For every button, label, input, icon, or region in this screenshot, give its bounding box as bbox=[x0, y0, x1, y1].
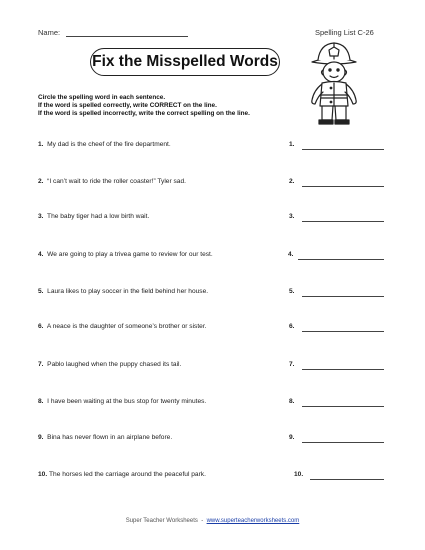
sentence: Laura likes to play soccer in the field behind her house. bbox=[47, 288, 209, 295]
answer-line[interactable] bbox=[302, 331, 384, 332]
answer-line[interactable] bbox=[298, 259, 384, 260]
question-row bbox=[38, 434, 388, 446]
question-number: 8. bbox=[38, 398, 44, 405]
question-row bbox=[38, 361, 388, 373]
answer-number: 3. bbox=[289, 213, 295, 220]
question-number: 6. bbox=[38, 323, 44, 330]
spelling-list-label: Spelling List C-26 bbox=[315, 28, 374, 37]
question-row bbox=[38, 141, 388, 153]
question-number: 1. bbox=[38, 141, 44, 148]
question-number: 2. bbox=[38, 178, 44, 185]
name-line[interactable] bbox=[66, 36, 188, 37]
sentence: Bina has never flown in an airplane before. bbox=[47, 434, 173, 441]
title-box bbox=[90, 48, 280, 76]
firefighter-icon bbox=[300, 40, 368, 126]
question-text bbox=[38, 398, 206, 405]
answer-number: 7. bbox=[289, 361, 295, 368]
question-text bbox=[38, 434, 172, 441]
answer-number: 2. bbox=[289, 178, 295, 185]
question-text bbox=[38, 213, 149, 220]
answer-line[interactable] bbox=[302, 186, 384, 187]
sentence: Pablo laughed when the puppy chased its tail. bbox=[47, 361, 182, 368]
answer-number: 1. bbox=[289, 141, 295, 148]
footer bbox=[0, 518, 425, 524]
instruction-line-1: Circle the spelling word in each sentence. bbox=[38, 94, 166, 101]
sentence: A neace is the daughter of someone’s brother or sister. bbox=[46, 323, 207, 330]
answer-line[interactable] bbox=[302, 221, 384, 222]
page-title: Fix the Misspelled Words bbox=[92, 53, 278, 70]
sentence: I have been waiting at the bus stop for twenty minutes. bbox=[47, 398, 207, 405]
instruction-line-3: If the word is spelled incorrectly, write the correct spelling on the line. bbox=[38, 110, 250, 117]
question-number: 9. bbox=[38, 434, 44, 441]
name-label: Name: bbox=[38, 28, 61, 37]
answer-line[interactable] bbox=[302, 406, 384, 407]
answer-number: 8. bbox=[289, 398, 295, 405]
sentence: “I can’t wait to ride the roller coaster!” Tyler sad. bbox=[47, 178, 186, 185]
footer-url-link[interactable]: www.superteacherworksheets.com bbox=[206, 518, 300, 524]
question-row bbox=[38, 471, 388, 483]
footer-separator: - bbox=[201, 518, 204, 524]
footer-brand: Super Teacher Worksheets bbox=[125, 518, 198, 524]
question-number: 10. bbox=[38, 471, 48, 478]
question-row bbox=[38, 323, 388, 335]
answer-line[interactable] bbox=[302, 149, 384, 150]
question-row bbox=[38, 288, 388, 300]
question-text bbox=[38, 141, 171, 148]
question-number: 5. bbox=[38, 288, 44, 295]
instruction-line-2: If the word is spelled correctly, write CORRECT on the line. bbox=[38, 102, 217, 109]
question-number: 4. bbox=[38, 251, 44, 258]
question-row bbox=[38, 398, 388, 410]
sentence: The horses led the carriage around the peaceful park. bbox=[49, 471, 206, 478]
answer-number: 10. bbox=[294, 471, 304, 478]
answer-line[interactable] bbox=[302, 296, 384, 297]
question-text bbox=[38, 251, 213, 258]
question-row bbox=[38, 178, 388, 190]
answer-line[interactable] bbox=[310, 479, 384, 480]
question-text bbox=[38, 361, 181, 368]
sentence: We are going to play a trivea game to review for our test. bbox=[47, 251, 213, 258]
answer-number: 5. bbox=[289, 288, 295, 295]
answer-line[interactable] bbox=[302, 369, 384, 370]
question-number: 7. bbox=[38, 361, 44, 368]
question-row bbox=[38, 213, 388, 225]
question-text bbox=[38, 323, 207, 330]
question-number: 3. bbox=[38, 213, 44, 220]
question-text bbox=[38, 471, 206, 478]
answer-number: 9. bbox=[289, 434, 295, 441]
answer-number: 6. bbox=[289, 323, 295, 330]
sentence: The baby tiger had a low birth wait. bbox=[47, 213, 150, 220]
answer-line[interactable] bbox=[302, 442, 384, 443]
question-text bbox=[38, 178, 186, 185]
question-text bbox=[38, 288, 208, 295]
question-row bbox=[38, 251, 388, 263]
answer-number: 4. bbox=[288, 251, 294, 258]
sentence: My dad is the cheef of the fire department. bbox=[47, 141, 171, 148]
